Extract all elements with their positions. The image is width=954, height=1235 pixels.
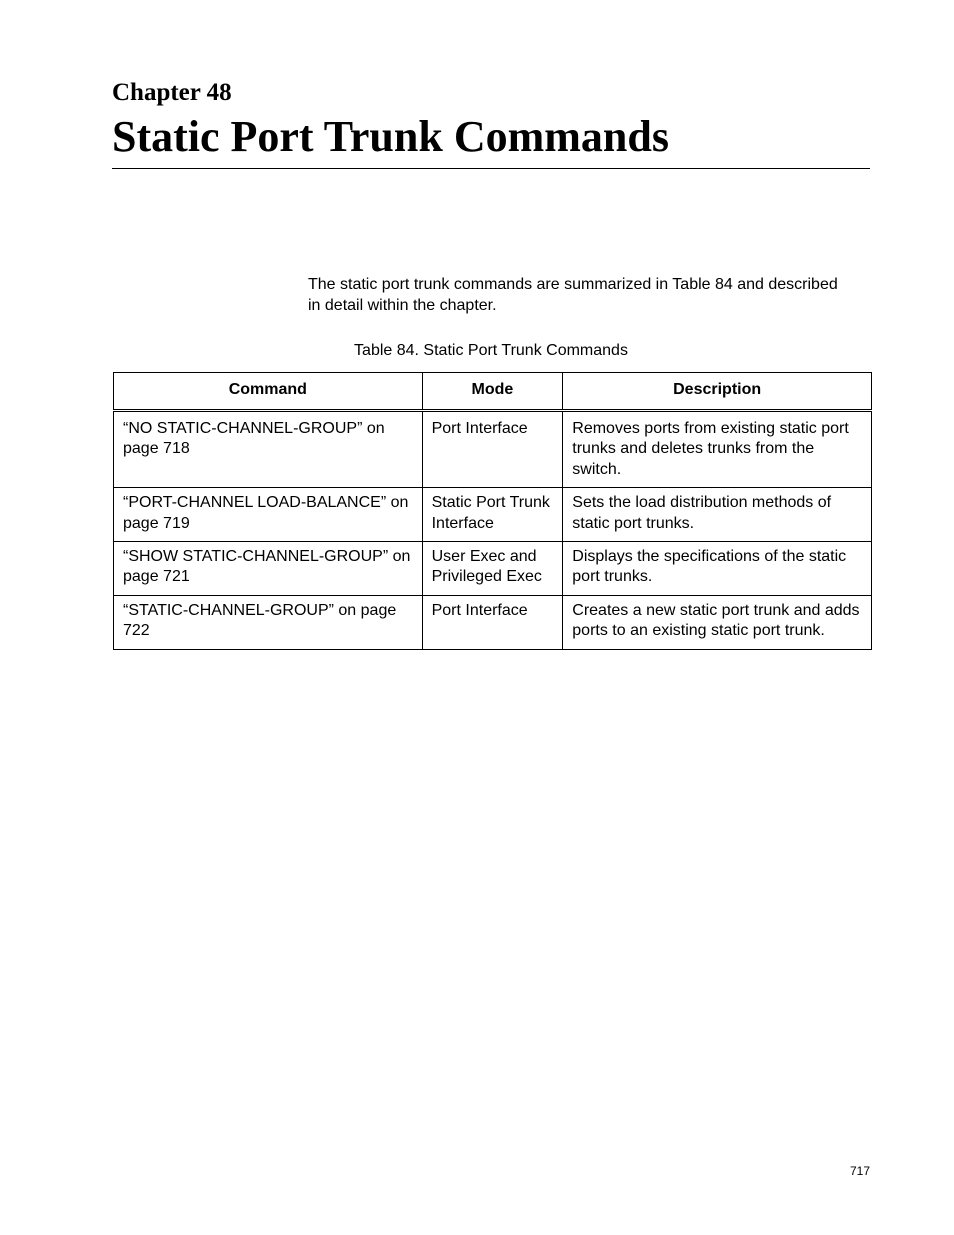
intro-paragraph: The static port trunk commands are summarized in Table 84 and described in detail within the chapter. bbox=[308, 276, 838, 314]
command-link[interactable]: “PORT-CHANNEL LOAD-BALANCE” on page 719 bbox=[114, 488, 423, 542]
command-link[interactable]: “NO STATIC-CHANNEL-GROUP” on page 718 bbox=[114, 411, 423, 488]
table-row bbox=[114, 411, 872, 488]
description-cell: Sets the load distribution methods of static port trunks. bbox=[563, 488, 872, 542]
header-description: Description bbox=[563, 373, 872, 411]
chapter-label: Chapter 48 bbox=[112, 79, 232, 106]
commands-table bbox=[113, 372, 872, 650]
mode-cell: User Exec and Privileged Exec bbox=[422, 542, 563, 596]
mode-cell: Port Interface bbox=[422, 411, 563, 488]
table-row bbox=[114, 542, 872, 596]
page-number: 717 bbox=[849, 1164, 870, 1178]
table-row bbox=[114, 488, 872, 542]
description-cell: Displays the specifications of the static port trunks. bbox=[563, 542, 872, 596]
description-cell: Creates a new static port trunk and adds ports to an existing static port trunk. bbox=[563, 595, 872, 649]
title-rule bbox=[112, 168, 870, 169]
table-row bbox=[114, 595, 872, 649]
header-command: Command bbox=[114, 373, 423, 411]
mode-cell: Port Interface bbox=[422, 595, 563, 649]
chapter-title: Static Port Trunk Commands bbox=[112, 112, 669, 161]
description-cell: Removes ports from existing static port trunks and deletes trunks from the switch. bbox=[563, 411, 872, 488]
mode-cell: Static Port Trunk Interface bbox=[422, 488, 563, 542]
command-link[interactable]: “STATIC-CHANNEL-GROUP” on page 722 bbox=[114, 595, 423, 649]
header-mode: Mode bbox=[422, 373, 563, 411]
command-link[interactable]: “SHOW STATIC-CHANNEL-GROUP” on page 721 bbox=[114, 542, 423, 596]
table-caption: Table 84. Static Port Trunk Commands bbox=[354, 342, 628, 359]
table-header-row bbox=[114, 373, 872, 411]
